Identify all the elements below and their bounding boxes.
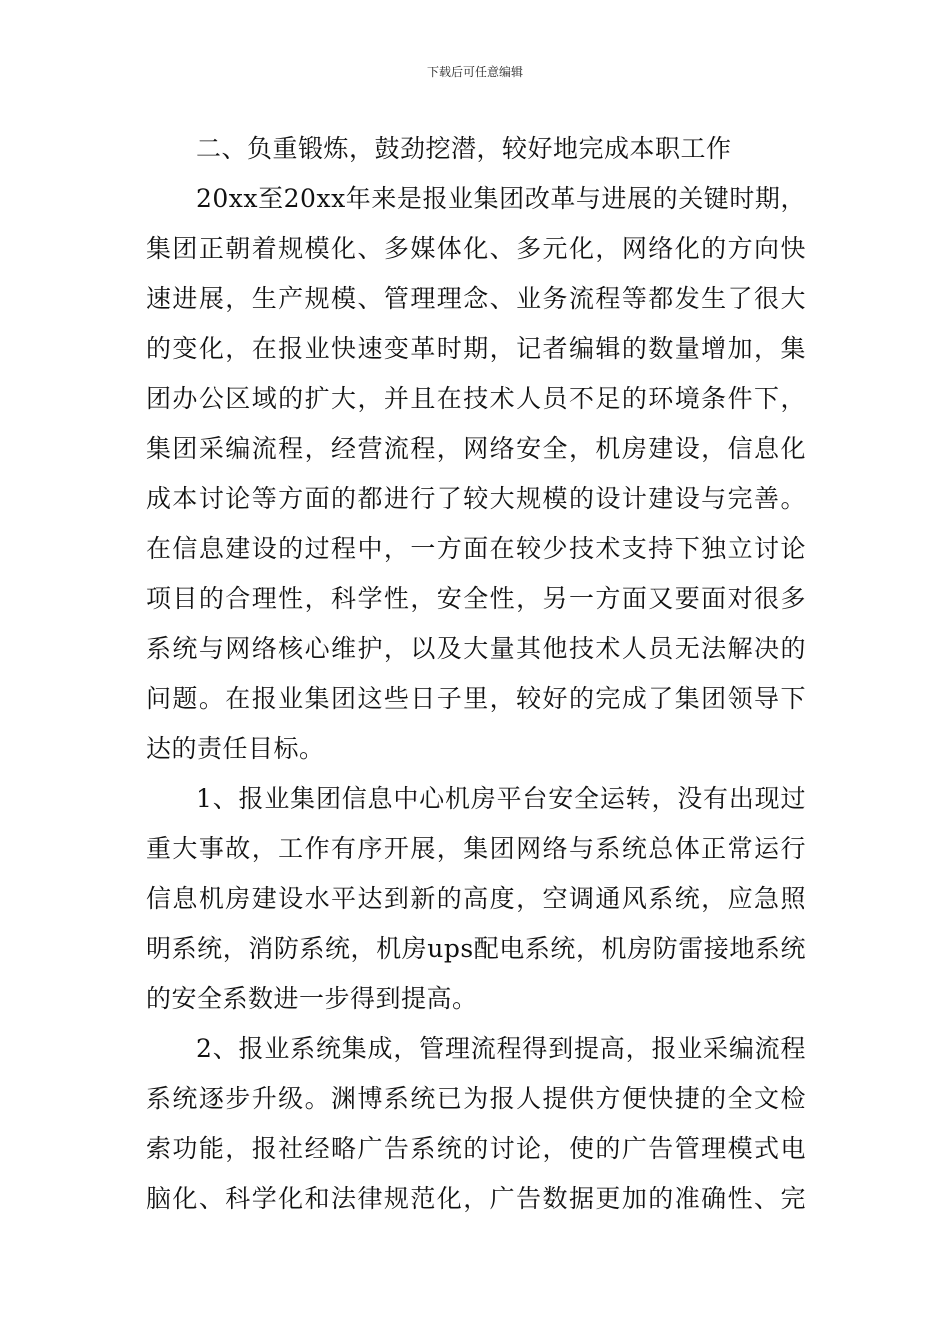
header-note: 下载后可任意编辑 <box>426 65 523 79</box>
text-line: 成本讨论等方面的都进行了较大规模的设计建设与完善。 <box>146 484 806 513</box>
text-line: 系统逐步升级。渊博系统已为报人提供方便快捷的全文检 <box>146 1084 806 1113</box>
text-line: 索功能，报社经略广告系统的讨论，使的广告管理模式电 <box>146 1134 806 1163</box>
text-line: 速进展，生产规模、管理理念、业务流程等都发生了很大 <box>146 284 806 313</box>
text-line: 系统与网络核心维护，以及大量其他技术人员无法解决的 <box>146 634 806 663</box>
text-line: 的变化，在报业快速变革时期，记者编辑的数量增加，集 <box>146 334 806 363</box>
text-line: 集团采编流程，经营流程，网络安全，机房建设，信息化 <box>146 434 806 463</box>
text-line: 的安全系数进一步得到提高。 <box>146 984 478 1013</box>
text-line: 20xx至20xx年来是报业集团改革与进展的关键时期， <box>196 184 806 213</box>
text-line: 信息机房建设水平达到新的高度，空调通风系统，应急照 <box>146 884 806 913</box>
text-line: 达的责任目标。 <box>146 734 325 763</box>
list-item-heading: 1、报业集团信息中心机房平台安全运转，没有出现过 <box>196 784 806 813</box>
text-line: 明系统，消防系统，机房ups配电系统，机房防雷接地系统 <box>146 934 806 963</box>
text-line: 脑化、科学化和法律规范化，广告数据更加的准确性、完 <box>146 1184 806 1213</box>
text-line: 项目的合理性，科学性，安全性，另一方面又要面对很多 <box>146 584 806 613</box>
text-line: 集团正朝着规模化、多媒体化、多元化，网络化的方向快 <box>146 234 806 263</box>
section-heading: 二、负重锻炼，鼓劲挖潜，较好地完成本职工作 <box>196 134 732 163</box>
text-line: 在信息建设的过程中，一方面在较少技术支持下独立讨论 <box>146 534 806 563</box>
text-line: 团办公区域的扩大，并且在技术人员不足的环境条件下， <box>146 384 806 413</box>
text-line: 问题。在报业集团这些日子里，较好的完成了集团领导下 <box>146 684 806 713</box>
list-item-heading: 2、报业系统集成，管理流程得到提高，报业采编流程 <box>196 1034 806 1063</box>
text-line: 重大事故，工作有序开展，集团网络与系统总体正常运行 <box>146 834 806 863</box>
